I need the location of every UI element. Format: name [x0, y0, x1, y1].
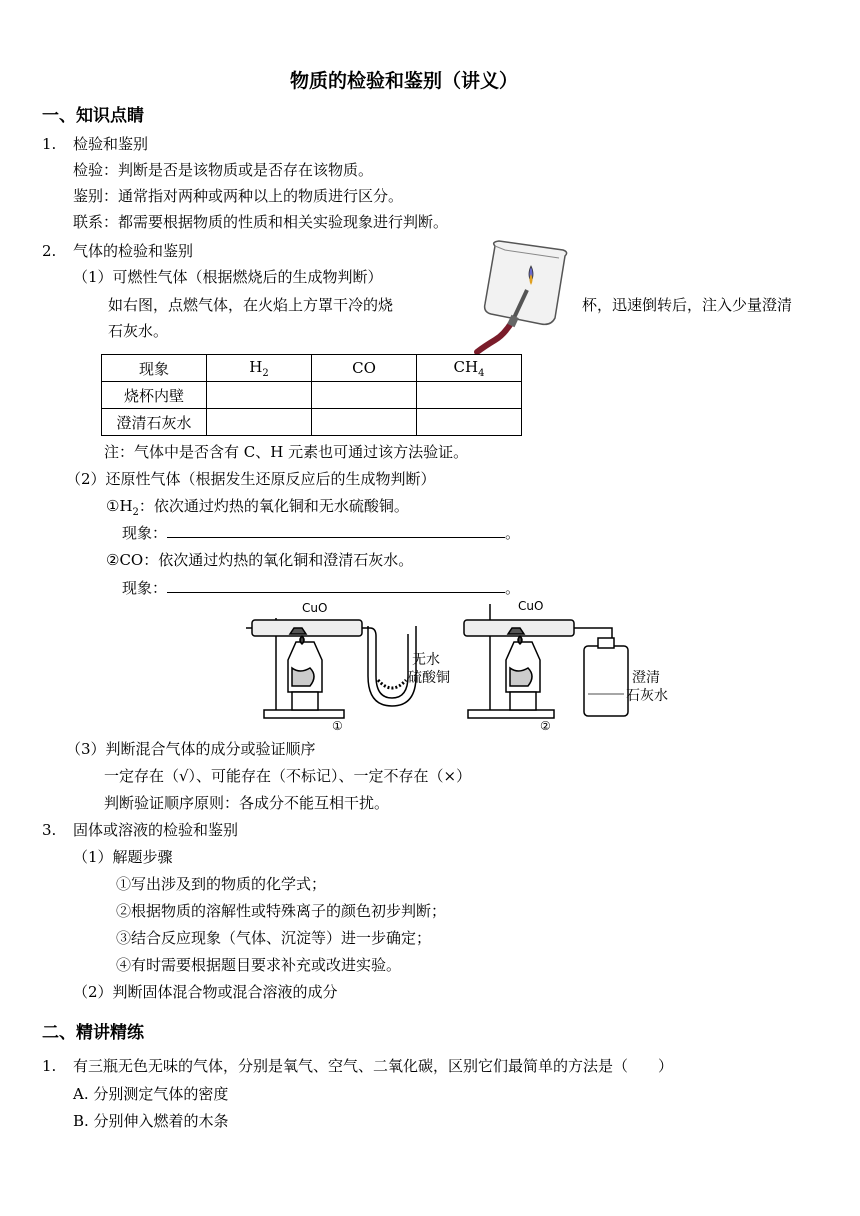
item-number-3: 3.	[42, 821, 57, 839]
table-row	[102, 409, 522, 436]
phenomenon-line-1: 现象： 。	[122, 524, 521, 542]
subsection-steps: （1）解题步骤	[73, 848, 173, 866]
answer-blank[interactable]	[167, 578, 505, 593]
question-text-1: 有三瓶无色无味的气体，分别是氧气、空气、二氧化碳，区别它们最简单的方法是（ ）	[73, 1057, 674, 1075]
figure-number-2: ②	[540, 719, 551, 733]
apparatus-2	[464, 604, 628, 718]
subsection-reducing: （2）还原性气体（根据发生还原反应后的生成物判断）	[66, 470, 436, 488]
table-cell	[417, 382, 522, 409]
lime-label-1: 澄清	[632, 670, 660, 686]
phenomena-table	[101, 354, 522, 436]
table-header: $CH_4$	[417, 355, 522, 382]
mixture-principle: 判断验证顺序原则：各成分不能互相干扰。	[104, 794, 390, 812]
table-header: 现象	[102, 355, 207, 382]
subsection-combustible: （1）可燃性气体（根据燃烧后的生成物判断）	[73, 268, 383, 286]
anhydrous-label-2: 硫酸铜	[408, 670, 450, 686]
table-cell	[312, 409, 417, 436]
reducing-co-line: ②CO：依次通过灼热的氧化铜和澄清石灰水。	[106, 551, 414, 569]
option-a[interactable]: A. 分别测定气体的密度	[73, 1085, 229, 1103]
question-number-1: 1.	[42, 1057, 57, 1075]
table-row-label: 烧杯内壁	[102, 382, 207, 409]
anhydrous-label-1: 无水	[412, 652, 440, 668]
cuo-label-2: CuO	[518, 599, 544, 613]
item-number-1: 1.	[42, 135, 57, 153]
definition-inspection: 检验：判断是否是该物质或是否存在该物质。	[73, 161, 374, 179]
combustible-text-b: 杯，迅速倒转后，注入少量澄清	[582, 296, 793, 314]
table-cell	[417, 409, 522, 436]
table-header: $H_2$	[207, 355, 312, 382]
section-heading-1: 一、知识点睛	[42, 106, 144, 126]
item-number-2: 2.	[42, 242, 57, 260]
table-cell	[207, 382, 312, 409]
step-2: ②根据物质的溶解性或特殊离子的颜色初步判断；	[116, 902, 447, 920]
subsection-composition: （2）判断固体混合物或混合溶液的成分	[73, 983, 338, 1001]
subsection-mixture: （3）判断混合气体的成分或验证顺序	[66, 740, 316, 758]
option-b[interactable]: B. 分别伸入燃着的木条	[73, 1112, 229, 1130]
phenomenon-line-2: 现象： 。	[122, 579, 521, 597]
step-3: ③结合反应现象（气体、沉淀等）进一步确定；	[116, 929, 432, 947]
lime-label-2: 石灰水	[626, 688, 668, 704]
table-row-label: 澄清石灰水	[102, 409, 207, 436]
reducing-h2-line: $①H_2$：依次通过灼热的氧化铜和无水硫酸铜。	[106, 497, 409, 518]
beaker-flame-illustration	[455, 238, 580, 360]
table-header-row	[102, 355, 522, 382]
step-1: ①写出涉及到的物质的化学式；	[116, 875, 327, 893]
table-row	[102, 382, 522, 409]
note-text: 注：气体中是否含有 C、H 元素也可通过该方法验证。	[104, 443, 469, 461]
apparatus-1	[246, 618, 416, 718]
section-heading-2: 二、精讲精练	[42, 1023, 144, 1043]
item-title-2: 气体的检验和鉴别	[73, 242, 194, 260]
figure-number-1: ①	[332, 719, 343, 733]
page-title: 物质的检验和鉴别（讲义）	[290, 70, 519, 92]
table-cell	[207, 409, 312, 436]
definition-identification: 鉴别：通常指对两种或两种以上的物质进行区分。	[73, 187, 404, 205]
combustible-text-a: 如右图，点燃气体，在火焰上方罩干冷的烧	[108, 296, 394, 314]
table-header: CO	[312, 355, 417, 382]
step-4: ④有时需要根据题目要求补充或改进实验。	[116, 956, 402, 974]
combustible-text-c: 石灰水。	[108, 322, 169, 340]
definition-relation: 联系：都需要根据物质的性质和相关实验现象进行判断。	[73, 213, 449, 231]
cuo-label-1: CuO	[302, 601, 328, 615]
item-title-3: 固体或溶液的检验和鉴别	[73, 821, 239, 839]
table-cell	[312, 382, 417, 409]
apparatus-figure	[240, 598, 690, 738]
mixture-marks: 一定存在（√）、可能存在（不标记）、一定不存在（×）	[104, 767, 472, 785]
answer-blank[interactable]	[167, 523, 505, 538]
item-title-1: 检验和鉴别	[73, 135, 149, 153]
